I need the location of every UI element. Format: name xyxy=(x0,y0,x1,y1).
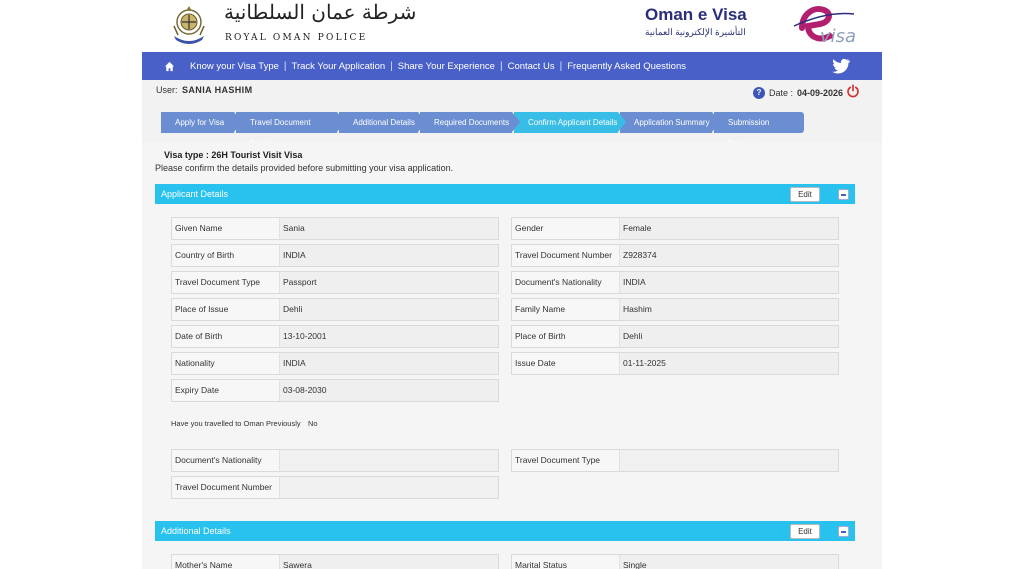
collapse-icon[interactable] xyxy=(838,526,849,537)
field-label: Travel Document Number xyxy=(172,477,280,498)
visa-type-label: Visa type xyxy=(164,150,204,160)
visa-type xyxy=(164,150,302,160)
field-value: Z928374 xyxy=(620,245,838,266)
nav-separator: | xyxy=(559,60,563,72)
evisa-arabic-title: التأشيرة الإلكترونية العمانية xyxy=(645,27,746,37)
field-label: Country of Birth xyxy=(172,245,280,266)
field-label: Place of Birth xyxy=(512,326,620,347)
field-value: 01-11-2025 xyxy=(620,353,838,374)
step-required-documents[interactable]: Required Documents xyxy=(420,112,512,133)
police-arabic-title: شرطة عمان السلطانية xyxy=(224,0,417,24)
header xyxy=(142,0,882,52)
edit-applicant-button[interactable]: Edit xyxy=(790,187,820,202)
field-issue-date xyxy=(511,352,839,375)
field-value: Passport xyxy=(280,272,498,293)
nav-track-application[interactable]: Track Your Application xyxy=(291,60,386,72)
edit-additional-button[interactable]: Edit xyxy=(790,524,820,539)
user-name: SANIA HASHIM xyxy=(182,85,253,95)
field-gender xyxy=(511,217,839,240)
field-value: Sania xyxy=(280,218,498,239)
help-icon[interactable]: ? xyxy=(753,87,765,99)
field-label: Family Name xyxy=(512,299,620,320)
field-value xyxy=(280,450,498,471)
field-place-of-issue xyxy=(171,298,499,321)
field-value: Single xyxy=(620,555,838,569)
field-value: Dehli xyxy=(280,299,498,320)
field-nationality xyxy=(171,352,499,375)
nav-separator: | xyxy=(283,60,287,72)
main-nav xyxy=(142,52,882,80)
step-additional-details[interactable]: Additional Details xyxy=(339,112,418,133)
step-application-summary[interactable]: Application Summary xyxy=(620,112,712,133)
field-value xyxy=(620,450,838,471)
field-previous-travel-document-number xyxy=(171,476,499,499)
field-value: INDIA xyxy=(620,272,838,293)
page xyxy=(142,0,882,569)
step-submission-summary[interactable]: Submission xyxy=(714,112,804,133)
nav-faq[interactable]: Frequently Asked Questions xyxy=(567,60,687,72)
field-value: Dehli xyxy=(620,326,838,347)
field-label: Travel Document Number xyxy=(512,245,620,266)
field-travel-document-type xyxy=(171,271,499,294)
evisa-title: Oman e Visa xyxy=(645,5,747,24)
field-label: Document's Nationality xyxy=(512,272,620,293)
field-label: Marital Status xyxy=(512,555,620,569)
field-previous-documents-nationality xyxy=(171,449,499,472)
logout-power-icon[interactable] xyxy=(846,84,860,98)
nav-separator: | xyxy=(499,60,503,72)
field-value: Sawera xyxy=(280,555,498,569)
field-label: Mother's Name xyxy=(172,555,280,569)
field-value: Hashim xyxy=(620,299,838,320)
field-label: Place of Issue xyxy=(172,299,280,320)
travelled-before-answer: No xyxy=(308,419,318,428)
field-label: Given Name xyxy=(172,218,280,239)
field-label: Nationality xyxy=(172,353,280,374)
date-label: Date : xyxy=(769,88,794,98)
field-value xyxy=(280,477,498,498)
field-country-of-birth xyxy=(171,244,499,267)
confirm-instruction: Please confirm the details provided before submitting your visa application. xyxy=(155,163,454,173)
date-value: 04-09-2026 xyxy=(797,88,844,98)
field-documents-nationality xyxy=(511,271,839,294)
svg-text:visa: visa xyxy=(820,26,856,47)
twitter-icon[interactable] xyxy=(832,58,850,74)
royal-oman-police-emblem-icon xyxy=(166,2,212,48)
field-value: Female xyxy=(620,218,838,239)
applicant-details-header xyxy=(155,184,855,204)
field-value: 03-08-2030 xyxy=(280,380,498,401)
step-confirm-applicant-details[interactable]: Confirm Applicant Details xyxy=(514,112,618,133)
field-label: Travel Document Type xyxy=(512,450,620,471)
field-date-of-birth xyxy=(171,325,499,348)
field-previous-travel-document-type xyxy=(511,449,839,472)
step-travel-document-details[interactable]: Travel Document xyxy=(236,112,337,133)
collapse-icon[interactable] xyxy=(838,189,849,200)
steps-bar xyxy=(142,106,882,142)
field-label: Issue Date xyxy=(512,353,620,374)
visa-type-value: : 26H Tourist Visit Visa xyxy=(205,150,303,160)
nav-contact-us[interactable]: Contact Us xyxy=(507,60,555,72)
nav-know-visa-type[interactable]: Know your Visa Type xyxy=(190,60,279,72)
field-value: INDIA xyxy=(280,353,498,374)
user-bar xyxy=(142,80,882,106)
progress-steps xyxy=(161,112,806,133)
nav-share-experience[interactable]: Share Your Experience xyxy=(397,60,495,72)
travelled-before-question: Have you travelled to Oman Previously xyxy=(171,419,301,428)
step-apply-for-visa[interactable]: Apply for Visa xyxy=(161,112,234,133)
section-title: Applicant Details xyxy=(161,189,229,199)
field-marital-status xyxy=(511,554,839,569)
field-travel-document-number xyxy=(511,244,839,267)
additional-details-header xyxy=(155,521,855,541)
evisa-logo-icon xyxy=(756,2,856,48)
nav-separator: | xyxy=(390,60,393,72)
field-label: Travel Document Type xyxy=(172,272,280,293)
field-family-name xyxy=(511,298,839,321)
field-value: 13-10-2001 xyxy=(280,326,498,347)
field-label: Document's Nationality xyxy=(172,450,280,471)
main-content xyxy=(142,142,882,569)
field-label: Date of Birth xyxy=(172,326,280,347)
section-title: Additional Details xyxy=(161,526,231,536)
field-expiry-date xyxy=(171,379,499,402)
field-place-of-birth xyxy=(511,325,839,348)
field-value: INDIA xyxy=(280,245,498,266)
field-label: Gender xyxy=(512,218,620,239)
police-english-title: ROYAL OMAN POLICE xyxy=(225,33,368,43)
field-label: Expiry Date xyxy=(172,380,280,401)
field-given-name xyxy=(171,217,499,240)
home-icon[interactable] xyxy=(164,61,175,72)
user-label: User: xyxy=(156,85,178,95)
field-mothers-name xyxy=(171,554,499,569)
